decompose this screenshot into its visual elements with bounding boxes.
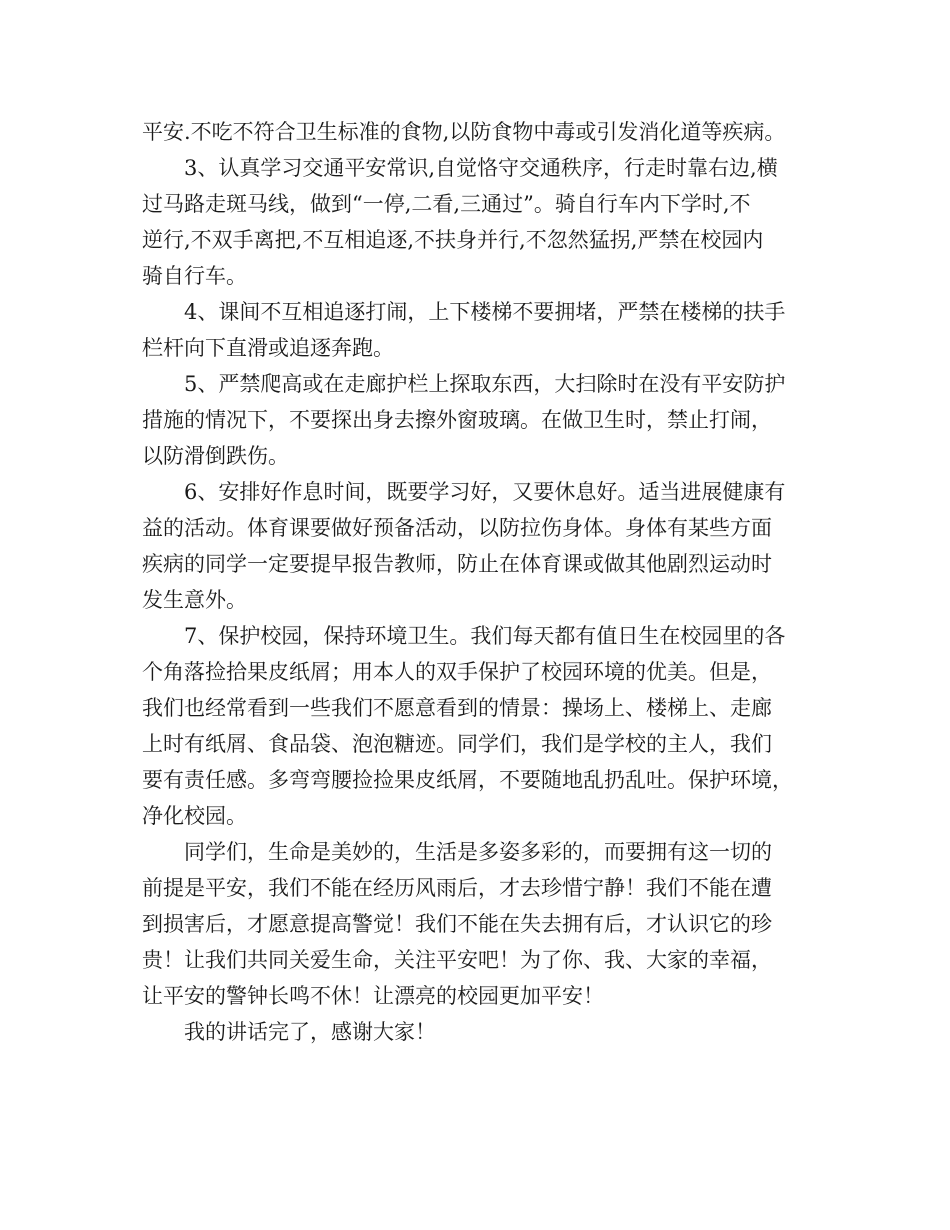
text-line: 净化校园。 [142,804,247,828]
text-line: 6、安排好作息时间，既要学习好，又要休息好。适当进展健康有 [184,480,786,504]
text-line: 贵！让我们共同关爱生命，关注平安吧！为了你、我、大家的幸福， [142,948,772,972]
text-line: 平安.不吃不符合卫生标准的食物,以防食物中毒或引发消化道等疾病。 [142,120,786,144]
text-line: 5、严禁爬高或在走廊护栏上探取东西，大扫除时在没有平安防护 [184,372,786,396]
text-line: 骑自行车。 [142,264,247,288]
text-line: 个角落捡拾果皮纸屑；用本人的双手保护了校园环境的优美。但是， [142,660,772,684]
text-line: 到损害后，才愿意提高警觉！我们不能在失去拥有后，才认识它的珍 [142,912,772,936]
text-line: 过马路走斑马线，做到“一停,二看,三通过”。骑自行车内下学时,不 [142,192,751,216]
text-line: 同学们，生命是美妙的，生活是多姿多彩的，而要拥有这一切的 [184,840,772,864]
text-line: 我们也经常看到一些我们不愿意看到的情景：操场上、楼梯上、走廊 [142,696,772,720]
text-line: 前提是平安，我们不能在经历风雨后，才去珍惜宁静！我们不能在遭 [142,876,772,900]
text-line: 让平安的警钟长鸣不休！让漂亮的校园更加平安！ [142,984,604,1008]
text-line: 7、保护校园，保持环境卫生。我们每天都有值日生在校园里的各 [184,624,786,648]
text-line: 上时有纸屑、食品袋、泡泡糖迹。同学们，我们是学校的主人，我们 [142,732,772,756]
text-line: 4、课间不互相追逐打闹，上下楼梯不要拥堵，严禁在楼梯的扶手 [184,300,786,324]
text-line: 益的活动。体育课要做好预备活动，以防拉伤身体。身体有某些方面 [142,516,772,540]
text-line: 要有责任感。多弯弯腰捡捡果皮纸屑，不要随地乱扔乱吐。保护环境， [142,768,793,792]
text-line: 以防滑倒跌伤。 [142,444,289,468]
text-line: 发生意外。 [142,588,247,612]
text-line: 3、认真学习交通平安常识,自觉恪守交通秩序，行走时靠右边,横 [184,156,778,180]
text-line: 我的讲话完了，感谢大家！ [184,1020,436,1044]
text-line: 逆行,不双手离把,不互相追逐,不扶身并行,不忽然猛拐,严禁在校园内 [142,228,764,252]
text-line: 疾病的同学一定要提早报告教师，防止在体育课或做其他剧烈运动时 [142,552,772,576]
text-line: 措施的情况下，不要探出身去擦外窗玻璃。在做卫生时，禁止打闹， [142,408,772,432]
text-line: 栏杆向下直滑或追逐奔跑。 [142,336,394,360]
document-body [142,114,828,1050]
